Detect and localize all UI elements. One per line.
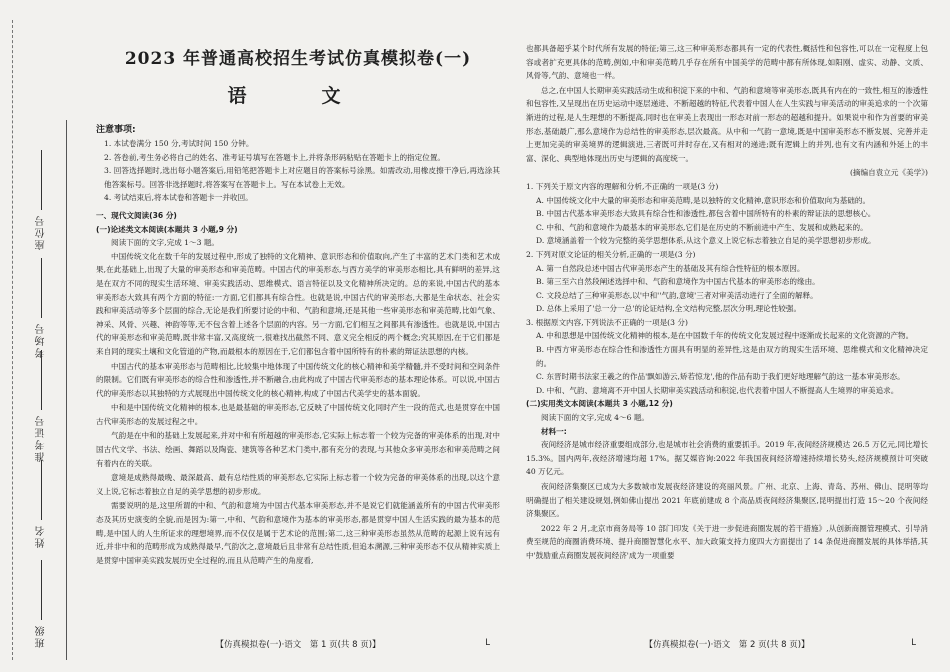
option: A. 中国传统文化中大量的审美形态和审美范畴,是以独特的文化精神,意识形态和价值取向为基础的。 <box>536 195 871 205</box>
footer-text: 【仿真模拟卷(一)·语文 第 2 页(共 8 页)】 <box>644 640 810 650</box>
passage-paragraph: 中国传统文化在数千年的发展过程中,形成了独特的文化精神、意识形态和价值取向,产生了丰富的艺术门类和艺术成果,在此基础上,出现了大量的审美形态和审美范畴。中国古代的审美形态,与西方美学的审美形态相比,具有鲜明的差异,这是在双方不同的现实生活环境、审美实践活动、思维模式、语言特征以及文化精神所决定的。总的来说,中国古代的基本审美形态大致具有两个方面的特征:一方面,它们都具有综合性。也就是说,中国古代的审美形态,大都是生命状态、社会实践和审美活动等多个层面的综合,无论是我们所要讨论的中和、气韵和意境,还是其他一些审美形态和审美范畴,比如气象、神采、风骨、兴趣、神韵等等,无不包含着上述各个层面的内容。另一方面,它们相互之间都具有渗透性。也就是说,中国古代的审美形态和审美范畴,既非常丰富,又高度统一,很难找出截然不同、意义完全相反的两个概念;究其原因,在于它们都是来自同的现实土壤和文化管道的产物,而最根本的原因在于,它们都包含着中国所特有的朴素的辩证法思想的内核。 <box>96 251 500 356</box>
passage-paragraph: 中和是中国传统文化精神的根本,也是最基础的审美形态,它反映了中国传统文化同时产生一段的范式,也是贯穿在中国古代审美形态的发展过程之中。 <box>96 403 500 426</box>
seat-field <box>34 150 49 250</box>
option: C. 中和、气韵和意境作为最基本的审美形态,它们是在历史的不断前进中产生、发展和成熟起来的。 <box>536 222 868 232</box>
notice-item: 3. 回答选择题时,选出每小题答案后,用铅笔把答题卡上对应题目的答案标号涂黑。如需改动,用橡皮擦干净后,再选涂其他答案标号。回答非选择题时,将答案写在答题卡上。写在本试卷上无效。 <box>104 166 500 189</box>
source-citation: (摘编自袁立元《美学》) <box>849 168 928 178</box>
binding-rule <box>66 120 67 660</box>
page-1 <box>88 0 508 672</box>
material-label: 材料一: <box>541 426 567 436</box>
cut-line <box>12 20 13 660</box>
passage-paragraph: 也都具备超乎某个时代所有发展的特征;第三,这三种审美形态都具有一定的代表性,概括性和包容性,可以在一定程度上包容或者扩充更具体的范畴,例如,中和审美范畴几乎存在所有中国美学的范畴中都有所体现,如阳刚、虚实、动静、文质、风骨等,气韵、意境也一样。 <box>526 44 928 81</box>
material-paragraph: 2022 年 2 月,北京市商务局等 10 部门印发《关于进一步促进商圈发展的若干措施》,从创新商圈管理模式、引导消费至规范的商圈消费环境、提升商圈智慧化水平、加大政策支持力度四大方面提出了 14 条促进商圈发展的具体举措,其中'鼓励重点商圈发展夜间经济'成为一项重要 <box>526 523 928 560</box>
footer-mark: L <box>911 638 916 648</box>
option: B. 中国古代基本审美形态大致具有综合性和渗透性,都包含着中国所特有的朴素的辩证法的思想核心。 <box>536 209 876 219</box>
footer-mark: L <box>485 638 490 648</box>
notice-heading: 注意事项: <box>96 125 136 135</box>
option: A. 第一自然段总述中国古代审美形态产生的基础及其有综合性特征的根本原因。 <box>536 263 805 273</box>
passage-paragraph: 中国古代的基本审美形态与范畴相比,比较集中地体现了中国传统文化的核心精神和美学精髓,并不受时间和空间条件的限制。它们既有审美形态的综合性和渗透性,并不断融合,由此构成了中国古代审美形态的基本理论体系。可以说,中国古代的审美形态以其独特的方式展现出中国传统文化的核心精神,构成了中国古代美学史的基本面貌。 <box>96 361 500 398</box>
room-field <box>34 258 49 358</box>
notice-item: 4. 考试结束后,将本试卷和答题卡一并收回。 <box>104 193 253 203</box>
seat-label: 座位号 <box>36 214 47 250</box>
class-label: 班级 <box>36 624 47 648</box>
section-heading: 一、现代文阅读(36 分) <box>96 210 177 220</box>
subject-title: 语 文 <box>227 85 369 107</box>
question-3: 3. 根据原文内容,下列说法不正确的一项是(3 分) <box>526 317 688 327</box>
option: A. 中和思想是中国传统文化精神的根本,是在中国数千年的传统文化发展过程中逐渐成长起来的文化资源的产物。 <box>536 331 914 341</box>
notice-list <box>96 137 500 205</box>
option: D. 中和、气韵、意境离不开中国人长期审美实践活动和积淀,也代表着中国人不断提高人生境界的审美追求。 <box>536 385 899 395</box>
option: B. 第三至六自然段阐述选择中和、气韵和意境作为中国古代基本的审美形态的缘由。 <box>536 277 820 287</box>
class-field <box>34 560 49 648</box>
material-paragraph: 夜间经济是城市经济重要组成部分,也是城市社会消费的重要抓手。2019 年,夜间经济规模达 26.5 万亿元,同比增长 15.3%。国内两年,夜经济增速均超 17%。据艾媒咨询:2022 年我国夜间经济增速持续增长势头,经济规模预计可突破 40 万亿元。 <box>526 440 928 477</box>
notice-item: 1. 本试卷满分 150 分,考试时间 150 分钟。 <box>104 139 254 148</box>
material-paragraph: 夜间经济集聚区已成为大多数城市发展夜经济建设的亮丽风景。广州、北京、上海、青岛、苏州、佛山、昆明等均明确提出了相关建设规划,例如佛山提出 2021 年底前建成 8 个高品质夜间经济集聚区,昆明提出打造 15～20 个夜间经济集聚区。 <box>526 482 928 519</box>
footer-text: 【仿真模拟卷(一)·语文 第 1 页(共 8 页)】 <box>215 640 381 650</box>
ticket-label: 准考证号 <box>36 414 47 462</box>
page-2 <box>520 0 934 672</box>
question-1: 1. 下列关于原文内容的理解和分析,不正确的一项是(3 分) <box>526 181 719 191</box>
option: B. 中西方审美形态在综合性和渗透性方面具有明显的差异性,这是由双方的现实生活环境、思维模式和文化精神决定的。 <box>536 345 928 368</box>
option: D. 意境涵盖着一个较为完整的美学思想体系,从这个意义上说它标志着独立自足的美学思想初步形成。 <box>536 236 876 246</box>
reading-instruction: 阅读下面的文字,完成 1～3 题。 <box>111 238 220 248</box>
name-label: 姓名 <box>36 524 47 548</box>
passage-paragraph: 意境是成熟得最晚、最深最高、最有总结性质的审美形态,它实际上标志着一个较为完备的审美体系的出现,以这个意义上说,它标志着独立自足的美学思想的初步形成。 <box>96 473 500 496</box>
subsection-heading: (二)实用类文本阅读(本题共 3 小题,12 分) <box>526 399 673 409</box>
ticket-field <box>34 350 49 462</box>
reading-instruction: 阅读下面的文字,完成 4～6 题。 <box>541 413 650 423</box>
passage-paragraph: 气韵是在中和的基础上发展起来,并对中和有所超越的审美形态,它实际上标志着一个较为完备的审美体系的出现,对中国古代文学、书法、绘画、舞蹈以及陶瓷、建筑等各种艺术门类中,都有充分的表现,与其他众多审美形态和审美范畴之间有着内在的关联。 <box>96 431 500 468</box>
passage-continued <box>526 42 928 165</box>
subsection-heading: (一)论述类文本阅读(本题共 3 小题,9 分) <box>96 224 238 234</box>
passage <box>96 250 500 568</box>
page-footer <box>88 638 508 650</box>
binding-strip <box>0 0 86 672</box>
option: C. 文段总结了三种审美形态,以'中和''气韵,意境'三者对审美活动进行了全面的解释。 <box>536 290 818 300</box>
notice-item: 2. 答卷前,考生务必将自己的姓名、准考证号填写在答题卡上,并将条形码粘贴在答题卡上的指定位置。 <box>104 152 446 162</box>
passage-paragraph: 总之,在中国人长期审美实践活动生成和积淀下来的中和、气韵和意境等审美形态,既具有内在的一致性,相互的渗透性和包容性,又呈现出在历史运动中逐层递进、不断超越的特征,代表着中国人在人生实践与审美活动的审美追求的一个次第渐进的过程,是人生理想的不断提高,同时也在审美上表现出一形态对前一形态的超越和提升。如果说中和作为首要的审美形态,基础最广,那么意境作为总结性的审美形态,层次最高。从中和一气韵一意境,既是中国审美形态不断发展、完善并走上更加完美的审美境界的逻辑演进,三者既可并时存在,又有相对的递进;既有逻辑上的并列,也有文有内涵和外延上的丰富、深化、典型地体现出历史与逻辑的高度统一。 <box>526 85 928 163</box>
page-footer <box>520 638 934 650</box>
option: C. 东晋时期书法家王羲之的作品'飘如游云,矫若惊龙',他的作品有助于我们更好地理解气韵这一基本审美形态。 <box>536 372 905 382</box>
exam-title: 2023 年普通高校招生考试仿真模拟卷(一) <box>124 49 472 69</box>
name-field <box>34 460 49 548</box>
question-2: 2. 下列对原文论证的相关分析,正确的一项是(3 分) <box>526 249 696 259</box>
option: D. 总体上采用了'总一分一总'的论证结构,全文结构完整,层次分明,理论性较强。 <box>536 304 802 314</box>
passage-paragraph: 需要说明的是,这里所谓的中和、气韵和意境为中国古代基本审美形态,并不是说它们就能涵盖所有的中国古代审美形态及其历史演变的全貌,而是因为:第一,中和、气韵和意境作为基本的审美形态,都是贯穿中国人生活实践的最为基本的范畴,是中国人的人生所证求的理想境界,而不仅仅是属于艺术论的范围;第二,这三种审美形态虽然从范畴的起源上说有远有近,并非中和的范畴形成为成熟得最早,气韵次之,意境最后且非常有总结性质,但追本溯源,三种审美形态不仅从精神实质上是贯穿中国审美实践发展历史全过程的,而且从范畴产生的角度看, <box>96 501 500 565</box>
room-label: 考场号 <box>36 322 47 358</box>
